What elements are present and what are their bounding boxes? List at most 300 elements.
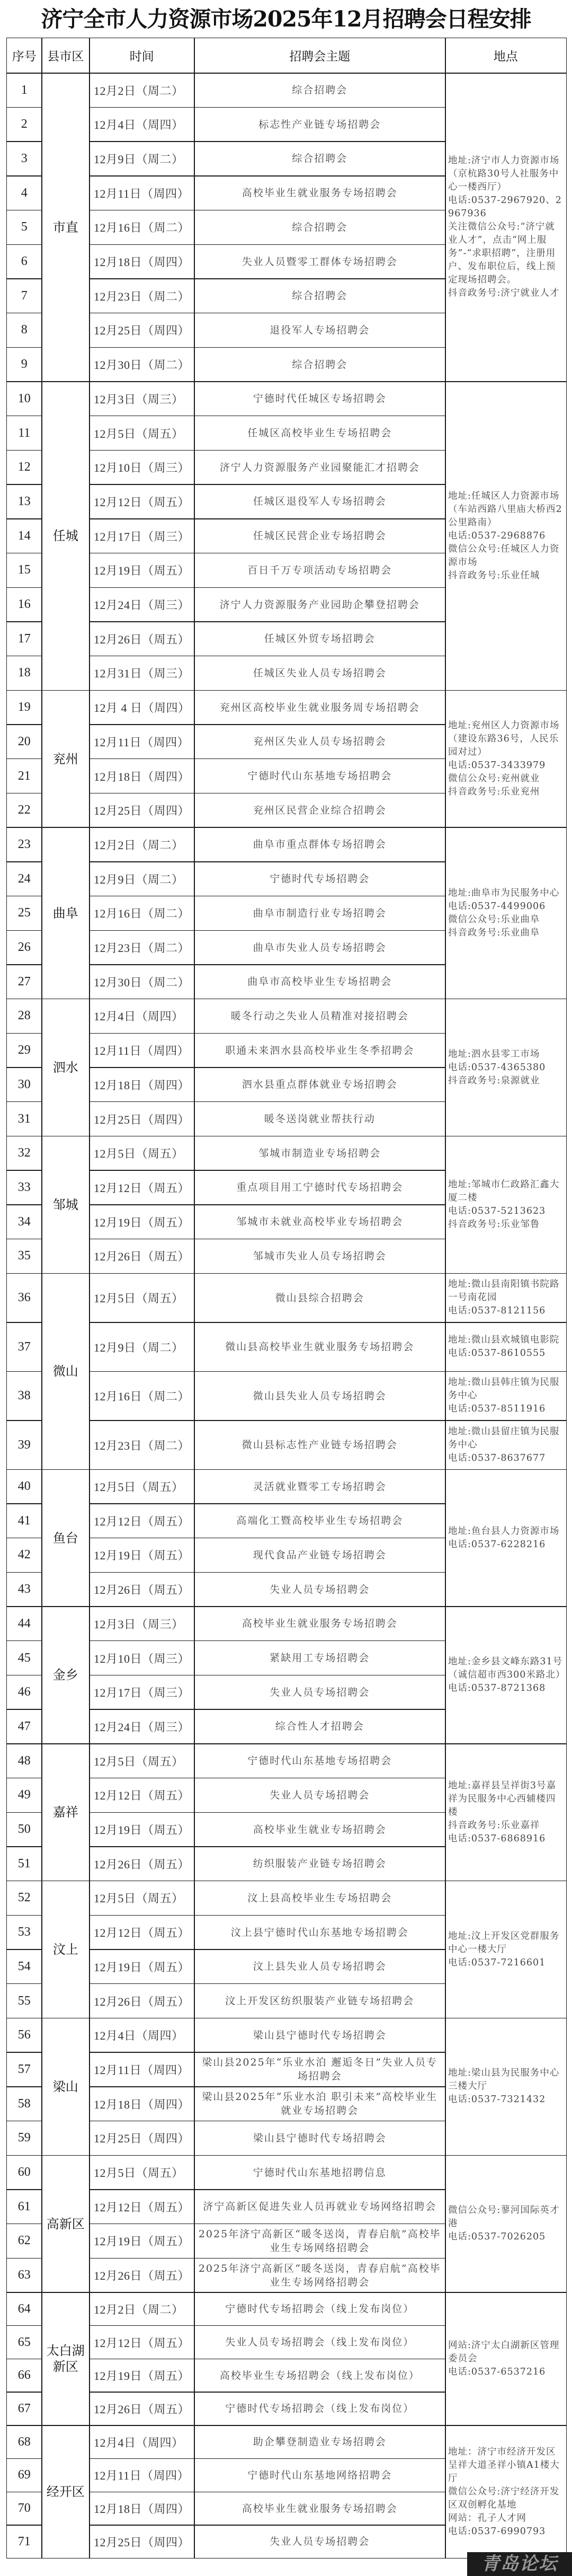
event-seq-text: 19 [17,700,31,714]
event-date-text: 12月19日（周五） [94,2235,190,2248]
event-date-text: 12月26日（周五） [94,1857,190,1871]
location-lines [448,1048,565,1088]
location-line: 电话:0537-7026205 [448,2231,546,2243]
event-theme [194,690,446,725]
event-theme-text: 职通未来泗水县高校毕业生冬季招聘会 [225,1044,415,1056]
event-seq-text: 33 [17,1180,31,1194]
event-theme [194,724,446,759]
event-theme-text: 邹城市失业人员专场招聘会 [253,1250,387,1262]
event-seq [6,210,42,245]
event-date [89,2325,195,2359]
event-theme [194,210,446,245]
event-date [89,861,195,896]
event-date [89,2224,195,2259]
event-seq [6,484,42,519]
event-theme [194,999,446,1034]
location-line: 地址:金乡县文峰东路31号（诚信超市西300米路北） [448,1656,566,1680]
event-theme-text: 汶上县失业人员专场招聘会 [253,1961,387,1973]
location-line: 抖音政务号:乐业邹鲁 [448,1219,540,1230]
event-date-text: 12月10日（周三） [94,461,190,475]
event-theme-text: 综合性人才招聘会 [275,1721,364,1733]
event-date-text: 12月5日（周五） [94,1892,184,1905]
event-theme-text: 汶上县宁德时代山东基地专场招聘会 [230,1926,409,1938]
event-seq [6,347,42,382]
event-date-text: 12月30日（周二） [94,358,190,372]
event-date-text: 12月5日（周五） [94,427,184,440]
event-seq [6,1204,42,1239]
district-name-text: 市直 [52,219,78,235]
event-seq [6,690,42,725]
watermark-logo: 青岛论坛 [467,2552,572,2576]
event-theme [194,416,446,451]
location-lines [448,1334,565,1360]
location-line: 地址:泗水县零工市场 [448,1048,540,1060]
event-theme-text: 百日千万专项活动专场招聘会 [247,564,392,576]
event-seq-text: 32 [17,1146,31,1160]
event-date [89,1503,195,1538]
event-theme [194,1273,446,1323]
header-location-text: 地点 [493,50,518,64]
event-theme [194,1420,446,1470]
location-info [445,1881,567,2018]
event-seq [6,1273,42,1323]
location-line: 电话:0537-3433979 [448,760,546,771]
event-date-text: 12月5日（周五） [94,1480,184,1494]
event-seq [6,2189,42,2224]
event-seq-text: 64 [17,2301,31,2316]
location-info [445,1273,567,1323]
event-date-text: 12月26日（周五） [94,632,190,646]
event-theme-text: 梁山县宁德时代专场招聘会 [253,2029,387,2041]
event-date [89,1136,195,1171]
event-seq-text: 67 [17,2401,31,2415]
location-line: 电话:0537-4499006 [448,901,546,912]
event-theme [194,930,446,965]
event-seq [6,278,42,313]
event-theme-text: 宁德时代任城区专场招聘会 [253,393,387,405]
event-theme-text: 汶上开发区纺织服装产业链专场招聘会 [225,1995,415,2007]
event-seq [6,2086,42,2121]
event-theme [194,1606,446,1641]
event-seq [6,1675,42,1710]
event-date [89,347,195,382]
event-seq [6,1538,42,1573]
event-seq-text: 57 [17,2062,31,2076]
event-seq-text: 47 [17,1719,31,1733]
event-theme [194,1915,446,1950]
event-seq-text: 27 [17,974,31,989]
event-date [89,2018,195,2053]
event-seq-text: 45 [17,1651,31,1665]
event-date-text: 12月26日（周五） [94,1250,190,1264]
event-theme [194,484,446,519]
event-date-text: 12月23日（周二） [94,1439,190,1452]
event-date [89,107,195,142]
location-info [445,381,567,691]
event-theme-text: 曲阜市高校毕业生专场招聘会 [247,976,392,988]
location-lines [448,154,565,300]
location-line: 电话:0537-5213623 [448,1205,546,1216]
event-date [89,1640,195,1675]
event-date [89,2458,195,2492]
location-line: 地址:微山县韩庄镇为民服务中心 [448,1377,560,1401]
event-date-text: 12月16日（周二） [94,907,190,921]
event-seq-text: 61 [17,2199,31,2213]
event-theme-text: 助企攀登制造业专场招聘会 [253,2436,387,2448]
event-theme [194,1322,446,1372]
event-date-text: 12月3日（周三） [94,392,184,406]
event-theme-text: 失业人员专场招聘会 [270,1789,370,1801]
location-line: 网站：孔子人才网 [448,2512,526,2524]
event-theme [194,1640,446,1675]
event-date [89,793,195,828]
district-name [41,1881,90,2018]
location-line: 抖音政务号:乐业嘉祥 [448,1820,540,1831]
location-line: 电话:0537-6228216 [448,1539,546,1550]
event-theme [194,518,446,553]
event-seq-text: 71 [17,2534,31,2548]
event-theme-text: 宁德时代山东基地招聘信息 [253,2166,387,2178]
district-name-text: 梁山 [52,2079,78,2094]
event-date-text: 12月18日（周四） [94,255,190,269]
event-date [89,1778,195,1813]
event-date-text: 12月3日（周三） [94,1617,184,1631]
event-seq [6,313,42,348]
event-date [89,964,195,999]
event-theme [194,1743,446,1778]
event-date-text: 12月19日（周五） [94,2369,190,2383]
event-seq [6,1709,42,1744]
event-theme-text: 综合招聘会 [292,358,348,370]
event-seq [6,1170,42,1205]
event-theme [194,1239,446,1274]
location-line: 地址:曲阜市为民服务中心 [448,887,560,898]
event-seq-text: 20 [17,734,31,748]
event-date-text: 12月11日（周四） [94,187,190,200]
event-seq-text: 70 [17,2501,31,2516]
event-seq [6,553,42,588]
event-theme-text: 微山县高校毕业生就业服务专场招聘会 [225,1341,415,1353]
event-date [89,278,195,313]
event-seq-text: 23 [17,837,31,851]
event-theme-text: 梁山县2025年“乐业水泊 邂逅冬日”失业人员专场招聘会 [202,2057,438,2083]
event-theme [194,313,446,348]
event-theme [194,141,446,176]
event-date-text: 12月19日（周五） [94,1960,190,1974]
event-seq [6,621,42,656]
event-seq-text: 17 [17,631,31,646]
event-date [89,484,195,519]
location-line: 微信公众号:兖州就业 [448,773,540,784]
event-date-text: 12月12日（周五） [94,1789,190,1803]
event-theme-text: 梁山县宁德时代专场招聘会 [253,2132,387,2144]
event-date-text: 12月4日（周四） [94,1010,184,1024]
district-name [41,2018,90,2156]
event-date [89,244,195,279]
event-seq-text: 38 [17,1389,31,1402]
event-seq [6,2292,42,2326]
event-theme-text: 高端化工暨高校毕业生专场招聘会 [236,1515,404,1527]
event-date-text: 12月12日（周五） [94,495,190,509]
event-date [89,1743,195,1778]
event-theme [194,244,446,279]
event-date-text: 12月25日（周四） [94,2132,190,2146]
event-theme-text: 标志性产业链专场招聘会 [258,118,381,130]
event-theme-text: 济宁人力资源服务产业园聚能汇才招聘会 [219,461,420,473]
event-theme-text: 兖州区高校毕业生就业服务周专场招聘会 [219,701,420,713]
event-theme-text: 宁德时代专场招聘会 [270,873,370,885]
location-line: 网站:济宁太白湖新区管理委员会 [448,2340,560,2364]
event-seq-text: 25 [17,906,31,920]
event-date [89,1812,195,1847]
location-line: 电话:0537-2968876 [448,530,546,541]
event-date [89,999,195,1034]
event-theme-text: 失业人员专场招聘会（线上发布岗位） [225,2336,415,2349]
event-theme [194,827,446,862]
event-theme-text: 邹城市制造业专场招聘会 [258,1147,381,1159]
event-date-text: 12月11日（周四） [94,2469,190,2483]
event-seq-text: 5 [21,220,28,234]
district-name-text: 任城 [52,528,78,544]
event-theme [194,2458,446,2492]
event-date [89,930,195,965]
event-seq [6,1371,42,1421]
location-info [445,2425,567,2559]
event-seq-text: 37 [17,1339,31,1354]
location-lines [448,2204,565,2244]
event-seq [6,2525,42,2559]
header-theme-text: 招聘会主题 [289,50,351,64]
district-name-text: 经开区 [46,2484,85,2500]
event-date-text: 12月18日（周四） [94,1078,190,1092]
event-seq [6,1915,42,1950]
location-lines [448,1655,565,1695]
event-date-text: 12月25日（周四） [94,1113,190,1126]
event-date-text: 12月4日（周四） [94,2029,184,2043]
event-date [89,1709,195,1744]
event-date [89,758,195,793]
event-date [89,1983,195,2018]
event-theme [194,2086,446,2121]
event-theme-text: 宁德时代山东基地网络招聘会 [247,2469,392,2481]
event-seq [6,1503,42,1538]
event-theme [194,758,446,793]
location-info [445,2018,567,2156]
district-name-text: 兖州 [52,751,78,766]
event-seq-text: 53 [17,1925,31,1939]
event-date [89,896,195,931]
event-date [89,381,195,416]
event-seq [6,416,42,451]
event-seq-text: 62 [17,2234,31,2248]
event-theme-text: 汶上县高校毕业生专场招聘会 [247,1892,392,1904]
event-date [89,1322,195,1372]
event-date [89,1949,195,1984]
location-info [445,1469,567,1607]
event-theme-text: 综合招聘会 [292,290,348,302]
event-date-text: 12月17日（周三） [94,1686,190,1700]
event-seq [6,1101,42,1136]
event-theme-text: 综合招聘会 [292,221,348,233]
event-theme-text: 失业人员专场招聘会 [270,2536,370,2548]
event-theme-text: 现代食品产业链专场招聘会 [253,1549,387,1561]
event-theme [194,1101,446,1136]
event-date-text: 12月19日（周五） [94,1549,190,1563]
event-theme-text: 任城区民营企业专场招聘会 [253,530,387,542]
event-date-text: 12月12日（周五） [94,1926,190,1940]
event-date [89,724,195,759]
district-name [41,2292,90,2425]
event-seq [6,793,42,828]
location-line: 电话:0537-8121156 [448,1305,546,1316]
event-theme-text: 微山县标志性产业链专场招聘会 [242,1439,398,1451]
location-line: 地址:嘉祥县呈祥街3号嘉祥为民服务中心西辅楼四楼 [448,1780,557,1818]
event-date [89,73,195,108]
event-seq-text: 12 [17,460,31,474]
event-seq [6,827,42,862]
event-seq-text: 42 [17,1548,31,1562]
event-date-text: 12月31日（周三） [94,667,190,681]
district-name-text: 泗水 [52,1060,78,1075]
event-theme [194,1469,446,1504]
event-seq [6,450,42,485]
event-theme [194,1709,446,1744]
event-date-text: 12月11日（周四） [94,1044,190,1058]
event-date-text: 12月25日（周四） [94,804,190,818]
event-seq-text: 58 [17,2096,31,2111]
event-seq-text: 51 [17,1856,31,1871]
event-seq-text: 55 [17,1993,31,2008]
event-date [89,2258,195,2293]
location-line: 地址:微山县欢城镇电影院 [448,1335,560,1345]
event-date-text: 12月24日（周三） [94,598,190,612]
event-theme [194,1204,446,1239]
event-theme-text: 兖州区民营企业综合招聘会 [253,804,387,816]
event-date [89,690,195,725]
event-seq-text: 1 [21,83,28,97]
event-theme-text: 重点项目用工宁德时代专场招聘会 [236,1181,404,1194]
event-theme-text: 灵活就业暨零工专场招聘会 [253,1480,387,1493]
event-date-text: 12月23日（周二） [94,941,190,955]
event-theme-text: 曲阜市失业人员专场招聘会 [253,941,387,954]
page-title: 济宁全市人力资源市场2025年12月招聘会日程安排 [41,6,531,32]
event-seq [6,2224,42,2259]
event-date-text: 12月 4 日（周四） [94,701,190,715]
location-info [445,2292,567,2425]
event-seq [6,1469,42,1504]
event-theme-text: 微山县综合招聘会 [275,1292,364,1304]
location-lines [448,1525,565,1551]
event-seq [6,2458,42,2492]
event-theme-text: 退役军人专场招聘会 [270,324,370,336]
location-info [445,1322,567,1372]
location-line: 抖音政务号:济宁就业人才 [448,288,560,299]
location-info [445,2155,567,2293]
event-date-text: 12月9日（周二） [94,872,184,886]
location-line: 抖音政务号:泉源就业 [448,1075,540,1086]
location-info [445,1606,567,1744]
event-theme-text: 宁德时代专场招聘会（线上发布岗位） [225,2403,415,2415]
event-seq-text: 30 [17,1077,31,1091]
event-date [89,1371,195,1421]
district-name-text: 汶上 [52,1942,78,1957]
event-theme [194,175,446,210]
event-theme [194,2492,446,2526]
event-seq [6,2359,42,2393]
district-name-text: 嘉祥 [52,1805,78,1820]
event-theme-text: 任城区高校毕业生专场招聘会 [247,427,392,439]
event-theme [194,656,446,691]
event-date-text: 12月30日（周二） [94,975,190,989]
location-info [445,1136,567,1274]
event-seq [6,861,42,896]
location-lines [448,2446,565,2538]
event-date-text: 12月5日（周五） [94,1147,184,1161]
event-seq-text: 65 [17,2335,31,2349]
event-theme-text: 综合招聘会 [292,84,348,96]
event-date-text: 12月9日（周二） [94,1340,184,1354]
event-date [89,2525,195,2559]
event-date-text: 12月23日（周二） [94,289,190,303]
event-seq [6,1983,42,2018]
event-seq [6,107,42,142]
location-line: 地址:梁山县为民服务中心三楼大厅 [448,2068,560,2092]
event-theme [194,2392,446,2425]
event-seq-text: 14 [17,528,31,543]
event-date [89,1273,195,1323]
event-theme [194,1846,446,1881]
event-theme [194,587,446,622]
event-date-text: 12月26日（周五） [94,2402,190,2416]
event-theme-text: 任城区退役军人专场招聘会 [253,496,387,508]
event-seq-text: 35 [17,1249,31,1263]
event-seq [6,381,42,416]
event-seq-text: 6 [21,254,28,269]
event-theme-text: 邹城市未就业高校毕业专场招聘会 [236,1216,404,1228]
event-seq-text: 8 [21,323,28,337]
event-theme [194,1778,446,1813]
event-date-text: 12月16日（周二） [94,221,190,235]
location-line: 微信公众号:任城区人力资源市场 [448,543,560,568]
event-theme-text: 暖冬送岗就业帮扶行动 [264,1113,376,1125]
header-district [41,38,90,74]
event-date-text: 12月25日（周四） [94,2535,190,2549]
event-seq-text: 46 [17,1685,31,1699]
event-theme [194,2525,446,2559]
event-seq-text: 11 [18,426,31,440]
location-lines [448,719,565,799]
event-theme [194,2258,446,2293]
event-seq [6,1572,42,1607]
event-date [89,1606,195,1641]
district-name-text: 高新区 [46,2216,85,2231]
event-date-text: 12月25日（周四） [94,324,190,338]
event-seq [6,724,42,759]
event-theme-text: 宁德时代山东基地专场招聘会 [247,1755,392,1767]
event-theme-text: 宁德时代山东基地专场招聘会 [247,770,392,782]
event-theme [194,450,446,485]
location-lines [448,2339,565,2379]
event-seq-text: 7 [21,288,28,303]
event-date [89,518,195,553]
event-theme [194,278,446,313]
event-seq-text: 29 [17,1043,31,1057]
event-date [89,621,195,656]
location-lines [448,1376,565,1416]
location-lines [448,490,565,583]
district-name [41,1273,90,1470]
event-theme-text: 宁德时代专场招聘会（线上发布岗位） [225,2303,415,2315]
